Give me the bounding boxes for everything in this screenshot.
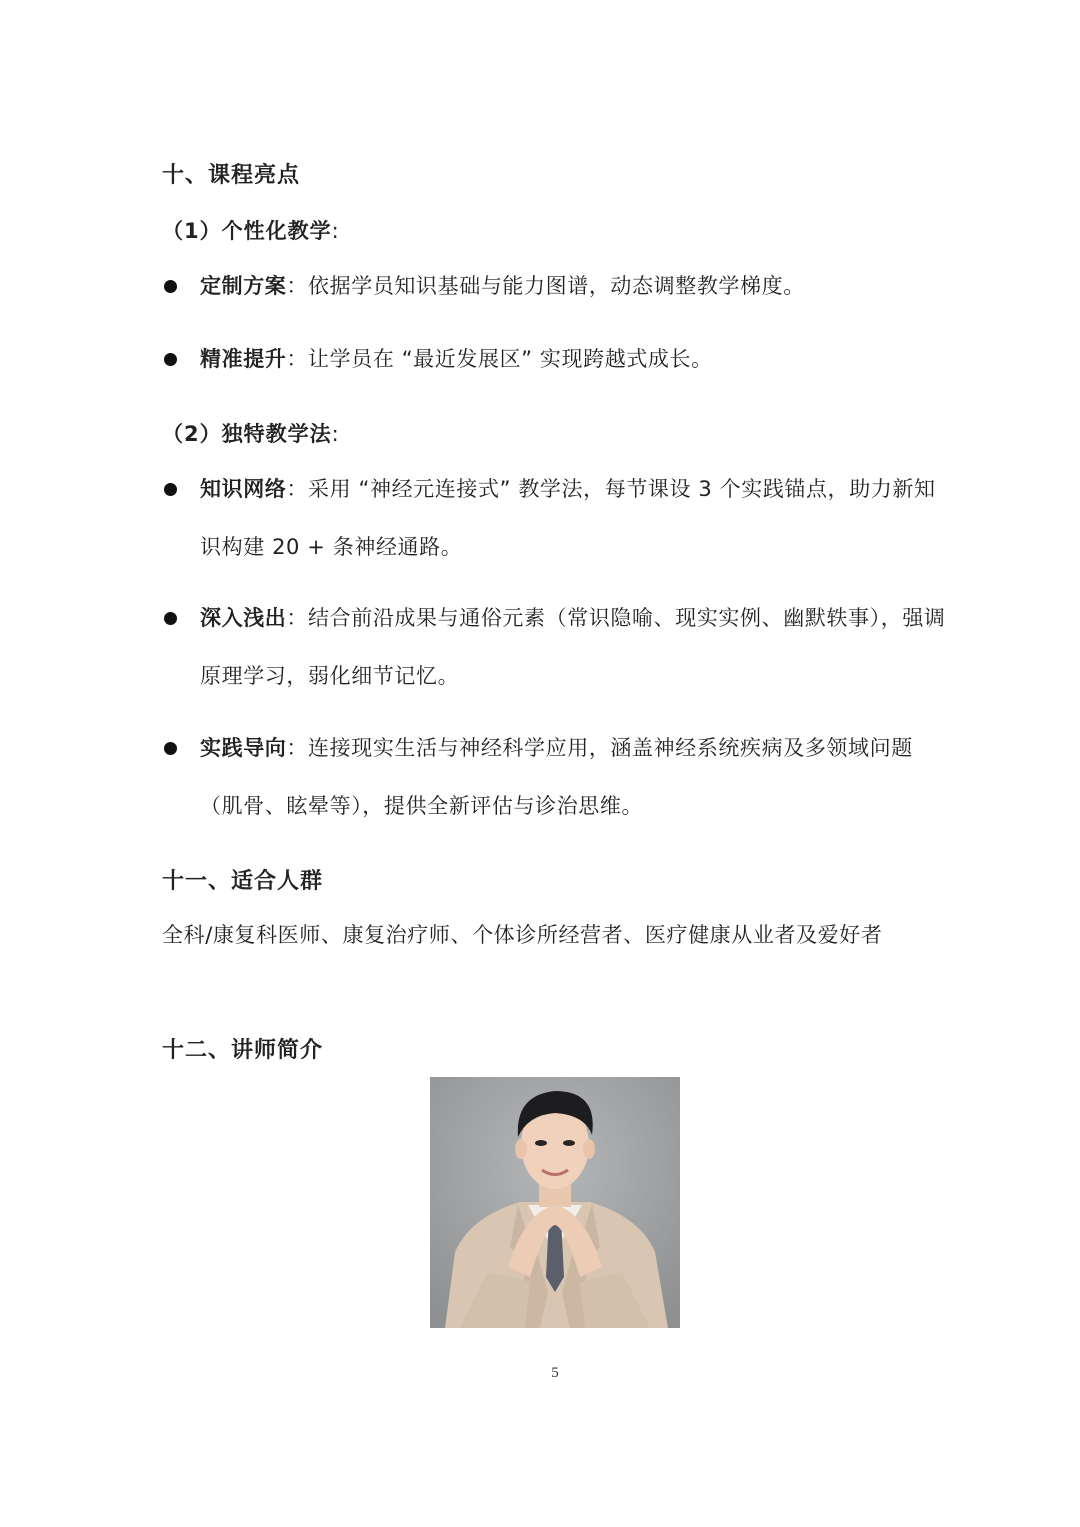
subsection-personalized-colon: :	[331, 219, 340, 243]
bullet-term: 精准提升	[200, 347, 287, 371]
bullet-term: 实践导向	[200, 736, 287, 760]
section-title-instructor: 十二、讲师简介	[162, 1038, 324, 1063]
subsection-unique-method-colon: :	[331, 422, 340, 446]
bullet-dot-icon	[164, 612, 177, 625]
bullet-text: 结合前沿成果与通俗元素（常识隐喻、现实实例、幽默轶事），强调原理学习，弱化细节记忆。	[200, 606, 946, 688]
subsection-unique-method	[162, 418, 340, 448]
bullet-body	[200, 460, 952, 576]
bullet-term: 定制方案	[200, 274, 287, 298]
section-title-audience: 十一、适合人群	[162, 869, 324, 894]
bullet-sep: ：	[286, 347, 309, 371]
bullet-item-precise-improve	[162, 330, 952, 388]
bullet-body	[200, 719, 952, 835]
subsection-unique-method-label: （2）独特教学法	[162, 422, 332, 446]
bullet-item-practice-oriented	[162, 719, 952, 835]
bullet-term: 知识网络	[200, 477, 287, 501]
bullet-dot-icon	[164, 353, 177, 366]
bullet-item-simple-explain	[162, 589, 952, 705]
bullet-sep: ：	[286, 736, 309, 760]
subsection-personalized-label: （1）个性化教学	[162, 219, 332, 243]
bullet-dot-icon	[164, 483, 177, 496]
audience-text: 全科/康复科医师、康复治疗师、个体诊所经营者、医疗健康从业者及爱好者	[162, 923, 883, 947]
bullet-text: 依据学员知识基础与能力图谱，动态调整教学梯度。	[308, 274, 805, 298]
bullet-item-knowledge-network	[162, 460, 952, 576]
instructor-photo	[430, 1077, 680, 1328]
bullet-sep: ：	[286, 274, 309, 298]
bullet-dot-icon	[164, 280, 177, 293]
bullet-text: 采用 “神经元连接式” 教学法，每节课设 3 个实践锚点，助力新知识构建 20 + 条神经通路。	[200, 477, 936, 559]
page-number: 5	[551, 1365, 559, 1381]
bullet-body	[200, 257, 952, 315]
bullet-item-custom-plan	[162, 257, 952, 315]
bullet-term: 深入浅出	[200, 606, 287, 630]
bullet-body	[200, 330, 952, 388]
bullet-text: 让学员在 “最近发展区” 实现跨越式成长。	[308, 347, 713, 371]
bullet-body	[200, 589, 952, 705]
bullet-sep: ：	[286, 477, 309, 501]
bullet-dot-icon	[164, 742, 177, 755]
bullet-sep: ：	[286, 606, 309, 630]
section-title-highlights: 十、课程亮点	[162, 163, 301, 188]
subsection-personalized	[162, 215, 340, 245]
bullet-text: 连接现实生活与神经科学应用，涵盖神经系统疾病及多领域问题（肌骨、眩晕等），提供全新评估与诊治思维。	[200, 736, 913, 818]
